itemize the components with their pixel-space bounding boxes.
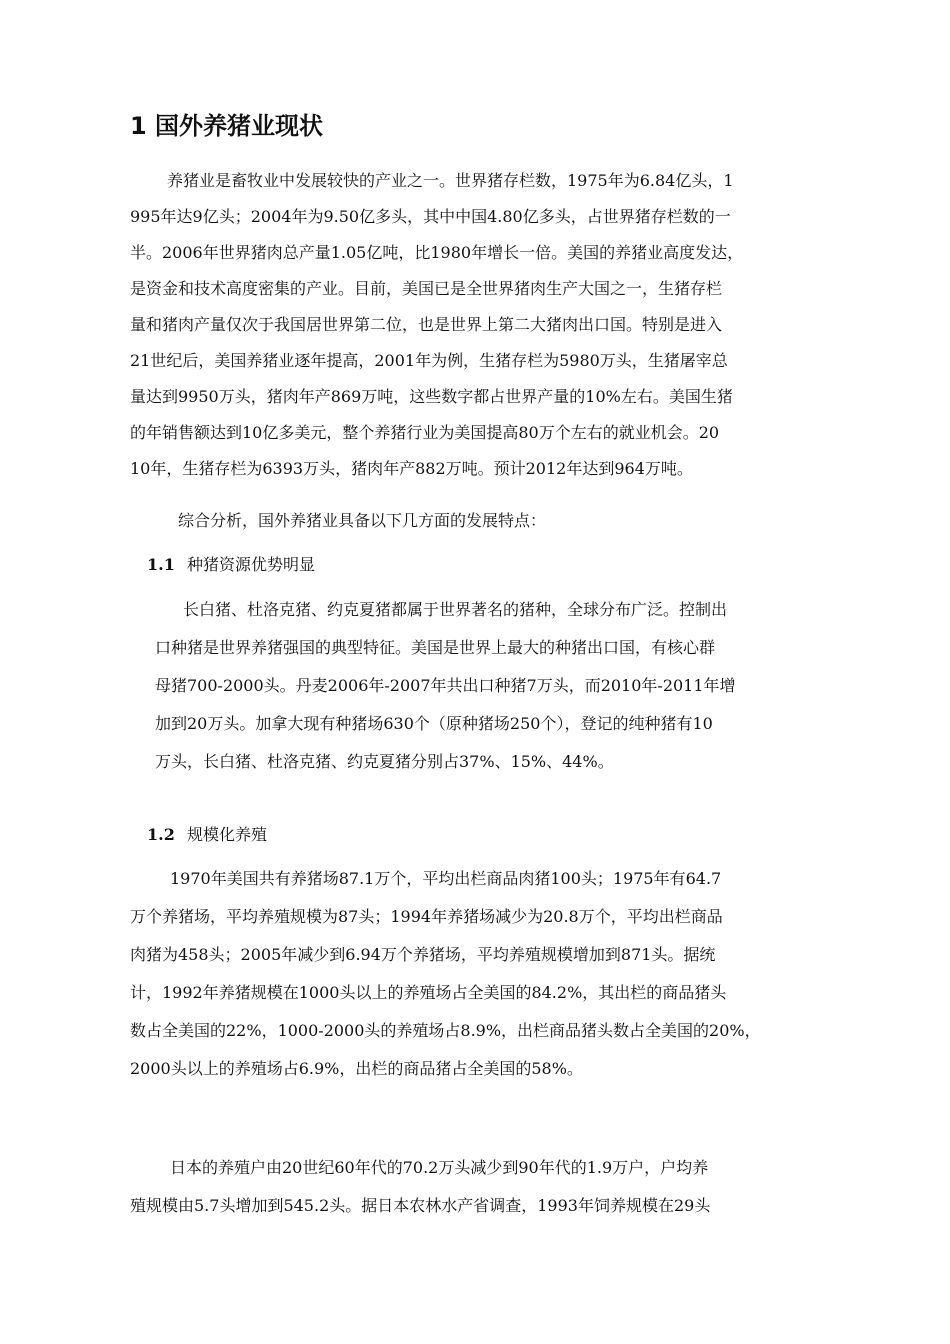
text-line: 21世纪后，美国养猪业逐年提高，2001年为例，生猪存栏为5980万头，生猪屠宰总 xyxy=(130,351,728,370)
text-line: 量和猪肉产量仅次于我国居世界第二位，也是世界上第二大猪肉出口国。特别是进入 xyxy=(130,315,723,334)
subsection-title: 规模化养殖 xyxy=(187,825,268,844)
text-line: 殖规模由5.7头增加到545.2头。据日本农林水产省调查，1993年饲养规模在29头 xyxy=(130,1196,711,1215)
subsection-title: 种猪资源优势明显 xyxy=(187,555,316,574)
text-line: 万头，长白猪、杜洛克猪、约克夏猪分别占37%、15%、44%。 xyxy=(155,752,614,771)
text-line: 数占全美国的22%，1000-2000头的养殖场占8.9%，出栏商品猪头数占全美国的20%， xyxy=(130,1021,761,1040)
paragraph-scale-farming xyxy=(130,860,850,1088)
subsection-heading-1-2 xyxy=(147,823,267,847)
text-line: 口种猪是世界养猪强国的典型特征。美国是世界上最大的种猪出口国，有核心群 xyxy=(155,638,716,657)
text-line: 量达到9950万头，猪肉年产869万吨，这些数字都占世界产量的10%左右。美国生猪 xyxy=(130,387,733,406)
paragraph-world-pig-industry xyxy=(130,163,850,487)
text-line: 10年，生猪存栏为6393万头，猪肉年产882万吨。预计2012年达到964万吨。 xyxy=(130,459,693,478)
text-line: 万个养猪场，平均养殖规模为87头；1994年养猪场减少为20.8万个，平均出栏商品 xyxy=(130,907,723,926)
subsection-heading-1-1 xyxy=(147,553,315,577)
text-line: 1970年美国共有养猪场87.1万个，平均出栏商品肉猪100头；1975年有64.7 xyxy=(170,869,722,888)
text-line: 995年达9亿头；2004年为9.50亿多头，其中中国4.80亿多头，占世界猪存栏数的一 xyxy=(130,207,731,226)
text-line: 综合分析，国外养猪业具备以下几方面的发展特点： xyxy=(178,511,547,530)
text-line: 养猪业是畜牧业中发展较快的产业之一。世界猪存栏数，1975年为6.84亿头，1 xyxy=(167,171,734,190)
text-line: 半。2006年世界猪肉总产量1.05亿吨，比1980年增长一倍。美国的养猪业高度发达， xyxy=(130,243,744,262)
text-line: 是资金和技术高度密集的产业。目前，美国已是全世界猪肉生产大国之一，生猪存栏 xyxy=(130,279,723,298)
paragraph-breeding-resources xyxy=(155,591,875,781)
text-line: 2000头以上的养殖场占6.9%，出栏的商品猪占全美国的58%。 xyxy=(130,1059,583,1078)
text-line: 母猪700-2000头。丹麦2006年-2007年共出口种猪7万头，而2010年-2011年增 xyxy=(155,676,736,695)
text-line: 日本的养殖户由20世纪60年代的70.2万头减少到90年代的1.9万户，户均养 xyxy=(170,1158,709,1177)
text-line: 加到20万头。加拿大现有种猪场630个（原种猪场250个），登记的纯种猪有10 xyxy=(155,714,713,733)
section-heading: 1 国外养猪业现状 xyxy=(130,112,324,140)
text-line: 长白猪、杜洛克猪、约克夏猪都属于世界著名的猪种，全球分布广泛。控制出 xyxy=(183,600,728,619)
paragraph-japan xyxy=(130,1149,850,1225)
subsection-number: 1.2 xyxy=(147,825,175,844)
text-line: 的年销售额达到10亿多美元，整个养猪行业为美国提高80万个左右的就业机会。20 xyxy=(130,423,720,442)
paragraph-summary xyxy=(178,502,898,540)
subsection-number: 1.1 xyxy=(147,555,175,574)
text-line: 肉猪为458头；2005年减少到6.94万个养猪场，平均养殖规模增加到871头。据统 xyxy=(130,945,716,964)
text-line: 计，1992年养猪规模在1000头以上的养殖场占全美国的84.2%，其出栏的商品猪头 xyxy=(130,983,727,1002)
